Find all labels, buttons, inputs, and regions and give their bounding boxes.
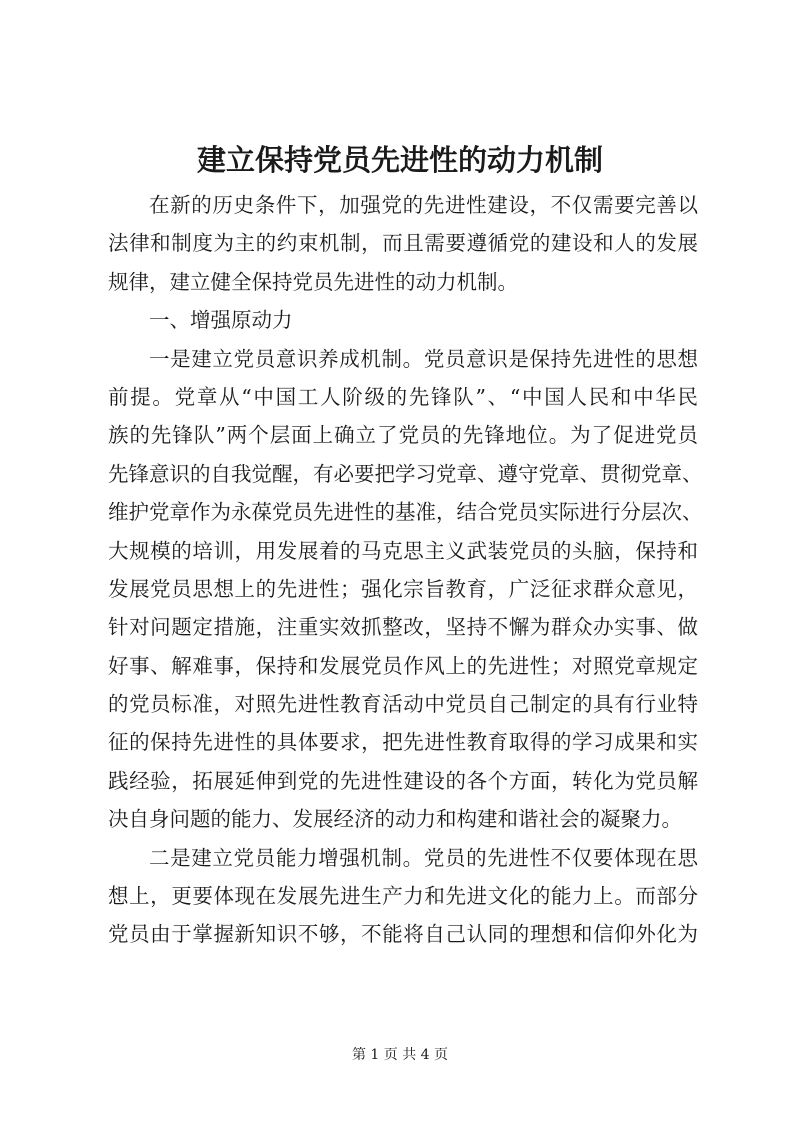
body-line: 一是建立党员意识养成机制。党员意识是保持先进性的思想	[149, 346, 698, 371]
body-line: 决自身问题的能力、发展经济的动力和构建和谐社会的凝聚力。	[108, 807, 682, 832]
body-line: 征的保持先进性的具体要求，把先进性教育取得的学习成果和实	[108, 730, 698, 755]
body-line: 规律，建立健全保持党员先进性的动力机制。	[108, 269, 518, 294]
body-line: 大规模的培训，用发展着的马克思主义武装党员的头脑，保持和	[108, 538, 698, 563]
body-line: 针对问题定措施，注重实效抓整改，坚持不懈为群众办实事、做	[108, 615, 698, 640]
body-line: 好事、解难事，保持和发展党员作风上的先进性；对照党章规定	[108, 653, 698, 678]
document-title: 建立保持党员先进性的动力机制	[196, 143, 603, 177]
body-line: 的党员标准，对照先进性教育活动中党员自己制定的具有行业特	[108, 692, 698, 717]
body-line: 维护党章作为永葆党员先进性的基准，结合党员实际进行分层次、	[108, 500, 703, 525]
body-line: 发展党员思想上的先进性；强化宗旨教育，广泛征求群众意见，	[108, 576, 698, 601]
body-line: 党员由于掌握新知识不够，不能将自己认同的理想和信仰外化为	[108, 922, 698, 947]
body-line: 二是建立党员能力增强机制。党员的先进性不仅要体现在思	[149, 845, 698, 870]
body-line: 法律和制度为主的约束机制，而且需要遵循党的建设和人的发展	[108, 231, 698, 256]
document-body	[108, 186, 703, 954]
body-line: 族的先锋队”两个层面上确立了党员的先锋地位。为了促进党员	[108, 423, 698, 448]
body-line: 一、增强原动力	[149, 308, 293, 333]
body-line: 先锋意识的自我觉醒，有必要把学习党章、遵守党章、贯彻党章、	[108, 461, 703, 486]
body-line: 践经验，拓展延伸到党的先进性建设的各个方面，转化为党员解	[108, 768, 698, 793]
body-line: 在新的历史条件下，加强党的先进性建设，不仅需要完善以	[149, 193, 698, 217]
page-footer: 第 1 页 共 4 页	[351, 1047, 449, 1063]
body-line: 想上，更要体现在发展先进生产力和先进文化的能力上。而部分	[108, 884, 698, 909]
body-line: 前提。党章从“中国工人阶级的先锋队”、“中国人民和中华民	[108, 384, 698, 409]
